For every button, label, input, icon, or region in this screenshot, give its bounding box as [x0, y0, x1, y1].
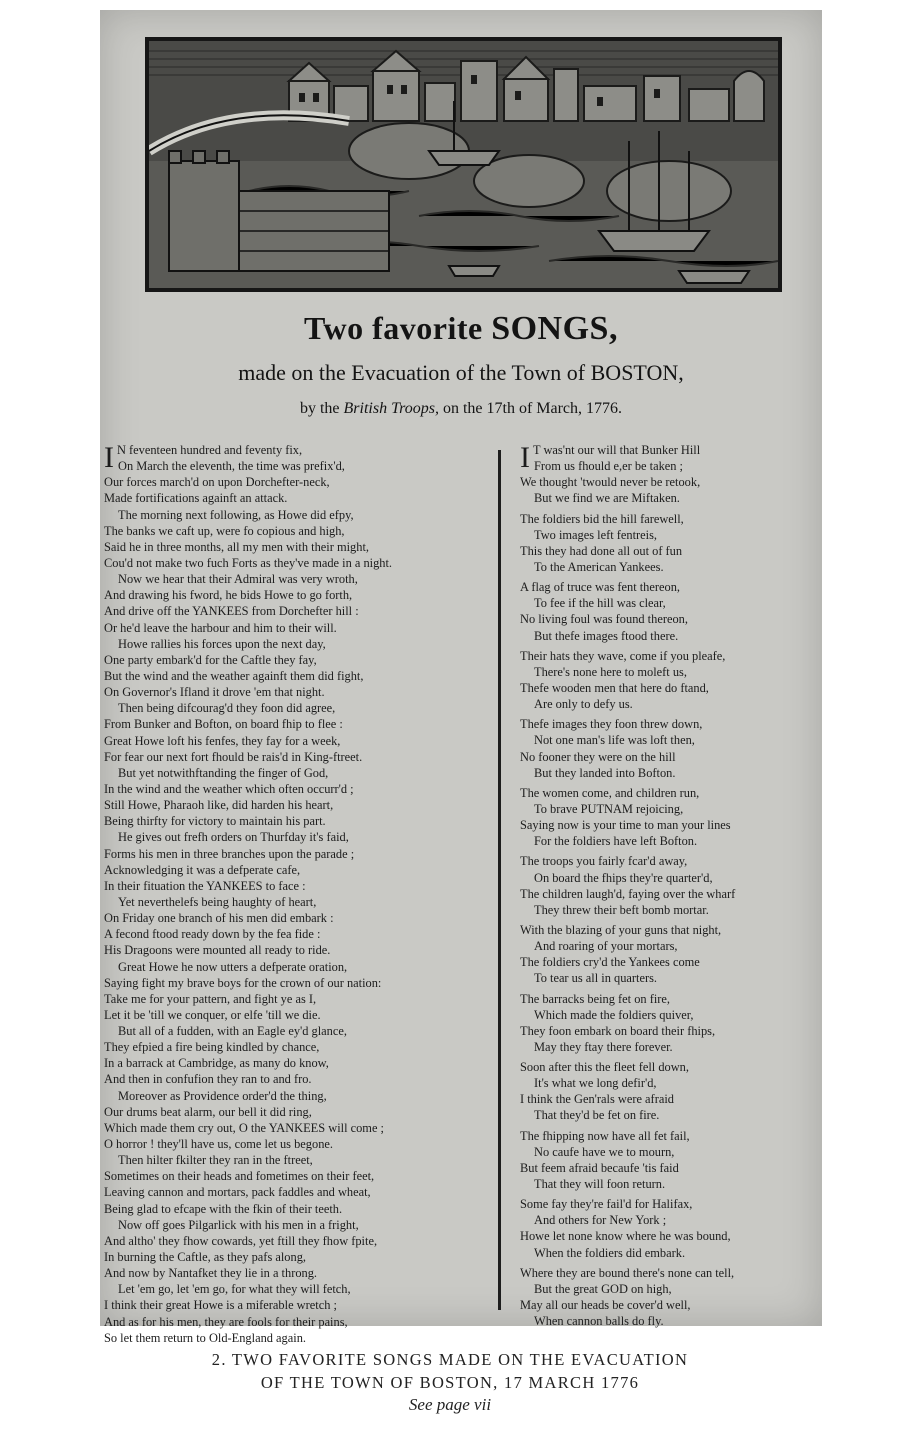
- song-one-line: Then hilter fkilter they ran in the ftreet,: [118, 1153, 313, 1168]
- date-part-b: British Troops,: [343, 400, 439, 417]
- song-two-line: But they landed into Bofton.: [534, 765, 676, 780]
- broadside-title: [100, 310, 822, 348]
- song-two-line: Thefe images they foon threw down,: [520, 717, 703, 732]
- song-one-line: Leaving cannon and mortars, pack faddles and wheat,: [104, 1185, 371, 1200]
- song-two-line: Two images left fentreis,: [534, 527, 657, 542]
- date-part-c: on the 17th of March, 1776.: [442, 400, 623, 417]
- song-one-line: On Friday one branch of his men did embark :: [104, 911, 334, 926]
- song-one-line: And now by Nantafket they lie in a throng.: [104, 1266, 318, 1281]
- song-two-line: Are only to defy us.: [534, 697, 633, 712]
- song-one-line: Or he'd leave the harbour and him to their will.: [104, 620, 337, 635]
- song-two-line: No caufe have we to mourn,: [534, 1144, 675, 1159]
- song-one-line: And as for his men, they are fools for their pains,: [104, 1314, 348, 1329]
- song-one-line: In the wind and the weather which often occurr'd ;: [104, 781, 354, 796]
- song-two-line: The foldiers cry'd the Yankees come: [520, 955, 700, 970]
- title-main: SONGS,: [491, 310, 618, 347]
- song-two-line: Soon after this the fleet fell down,: [520, 1060, 689, 1075]
- song-one-line: Being glad to efcape with the fkin of their teeth.: [104, 1201, 343, 1216]
- song-one-line: So let them return to Old-England again.: [104, 1330, 306, 1345]
- song-two-line: A flag of truce was fent thereon,: [520, 580, 680, 595]
- song-two-line: When cannon balls do fly.: [534, 1314, 664, 1329]
- song-two-line: And roaring of your mortars,: [534, 939, 678, 954]
- song-one-line: Great Howe loft his fenfes, they fay for a week,: [104, 733, 341, 748]
- broadside-subtitle: made on the Evacuation of the Town of BOSTON,: [238, 360, 684, 385]
- song-one-line: The banks we caft up, were fo copious and high,: [104, 523, 345, 538]
- song-one-line: Forms his men in three branches upon the parade ;: [104, 846, 355, 861]
- song-one-line: Made fortifications againft an attack.: [104, 491, 288, 506]
- song-two-line: The women come, and children run,: [520, 785, 700, 800]
- song-two-line: When the foldiers did embark.: [534, 1245, 686, 1260]
- caption-line-3: See page vii: [408, 1395, 492, 1414]
- song-two-line: They foon embark on board their fhips,: [520, 1023, 716, 1038]
- song-one-line: Moreover as Providence order'd the thing,: [118, 1088, 327, 1103]
- song-one-line: His Dragoons were mounted all ready to ride.: [104, 943, 331, 958]
- song-two-line: To tear us all in quarters.: [534, 971, 657, 986]
- song-two-line: But thefe images ftood there.: [534, 628, 679, 643]
- song-one-line: N feventeen hundred and feventy fix,: [117, 443, 303, 457]
- song-one-line: Then being difcourag'd they foon did agree,: [118, 701, 336, 716]
- song-one-line: Cou'd not make two fuch Forts as they've made in a night.: [104, 555, 393, 570]
- song-one-line: Saying fight my brave boys for the crown of our nation:: [104, 975, 382, 990]
- song-two-line: May they ftay there forever.: [534, 1039, 673, 1054]
- song-one-line: And drive off the YANKEES from Dorchefter hill :: [104, 604, 359, 619]
- song-two-line: Some fay they're fail'd for Halifax,: [520, 1197, 693, 1212]
- song-one-line: From Bunker and Bofton, on board fhip to flee :: [104, 717, 343, 732]
- broadside-sheet: [100, 10, 822, 1345]
- song-one-line: Sometimes on their heads and fometimes on their feet,: [104, 1169, 375, 1184]
- song-two-line: Thefe wooden men that here do ftand,: [520, 680, 709, 695]
- song-two-line: And others for New York ;: [534, 1213, 667, 1228]
- caption-line-2: OF THE TOWN OF BOSTON, 17 MARCH 1776: [260, 1373, 640, 1392]
- song-one-line: In a barrack at Cambridge, as many do know,: [104, 1056, 329, 1071]
- song-one-line: Our forces march'd on upon Dorchefter-neck,: [104, 475, 330, 490]
- song-one-line: In burning the Caftle, as they pafs along,: [104, 1250, 306, 1265]
- song-two-line: There's none here to moleft us,: [534, 664, 687, 679]
- song-one-line: Our drums beat alarm, our bell it did ring,: [104, 1104, 312, 1119]
- song-one-line: The morning next following, as Howe did efpy,: [118, 507, 354, 522]
- song-one-line: He gives out frefh orders on Thurfday it's faid,: [118, 830, 349, 845]
- song-one-line: Which made them cry out, O the YANKEES will come ;: [104, 1120, 384, 1135]
- figure-caption: [0, 1348, 900, 1416]
- song-one-line: Great Howe he now utters a defperate oration,: [118, 959, 348, 974]
- song-one-line: Still Howe, Pharaoh like, did harden his heart,: [104, 798, 334, 813]
- song-two-line: They threw their beft bomb mortar.: [534, 902, 709, 917]
- harbor-scene-icon: [149, 41, 778, 288]
- song-one-line: They efpied a fire being kindled by chance,: [104, 1040, 320, 1055]
- broadside-dateline: [100, 400, 822, 418]
- song-one-line: In their fituation the YANKEES to face :: [104, 878, 306, 893]
- song-one-column: [104, 442, 484, 1346]
- song-two-line: We thought 'twould never be retook,: [520, 475, 701, 490]
- song-two-line: The children laugh'd, faying over the wharf: [520, 886, 736, 901]
- song-two-line: Saying now is your time to man your lines: [520, 818, 731, 833]
- song-two-dropcap: I: [520, 441, 530, 474]
- song-one-line: And altho' they fhow cowards, yet ftill they fhow fpite,: [104, 1233, 378, 1248]
- song-one-line: Yet neverthelefs being haughty of heart,: [118, 894, 317, 909]
- song-two-line: I think the Gen'rals were afraid: [520, 1092, 674, 1107]
- song-two-line: This they had done all out of fun: [520, 543, 683, 558]
- song-two-line: T was'nt our will that Bunker Hill: [533, 443, 701, 457]
- song-two-line: On board the fhips they're quarter'd,: [534, 870, 713, 885]
- song-two-line: Their hats they wave, come if you pleafe,: [520, 648, 726, 663]
- song-two-line: May all our heads be cover'd well,: [520, 1298, 691, 1313]
- song-one-line: Let 'em go, let 'em go, for what they will fetch,: [118, 1282, 351, 1297]
- song-two-line: For the foldiers have left Bofton.: [534, 834, 698, 849]
- song-two-line: To brave PUTNAM rejoicing,: [534, 801, 684, 816]
- song-two-line: But the great GOD on high,: [534, 1281, 672, 1296]
- song-two-line: To the American Yankees.: [534, 559, 664, 574]
- date-part-a: by the: [299, 400, 340, 417]
- song-one-line: Howe rallies his forces upon the next day,: [118, 636, 326, 651]
- song-one-line: A fecond ftood ready down by the fea fide :: [104, 927, 321, 942]
- song-one-line: Said he in three months, all my men with their might,: [104, 539, 369, 554]
- song-one-line: And then in confufion they ran to and fro.: [104, 1072, 312, 1087]
- song-one-line: And drawing his fword, he bids Howe to go forth,: [104, 588, 353, 603]
- song-two-line: Which made the foldiers quiver,: [534, 1007, 694, 1022]
- woodcut-illustration: [145, 37, 782, 292]
- song-one-line: I think their great Howe is a miferable wretch ;: [104, 1298, 337, 1313]
- song-two-line: The fhipping now have all fet fail,: [520, 1128, 690, 1143]
- song-two-line: The foldiers bid the hill farewell,: [520, 511, 684, 526]
- song-one-line: But all of a fudden, with an Eagle ey'd glance,: [118, 1024, 347, 1039]
- song-two-line: Not one man's life was loft then,: [534, 733, 695, 748]
- song-two-line: To fee if the hill was clear,: [534, 596, 666, 611]
- song-one-line: But the wind and the weather againft them did fight,: [104, 668, 364, 683]
- song-one-line: Being thirfty for victory to maintain his part.: [104, 814, 326, 829]
- song-two-line: No living foul was found thereon,: [520, 612, 688, 627]
- song-one-line: O horror ! they'll have us, come let us begone.: [104, 1137, 333, 1152]
- song-two-column: [520, 442, 820, 1329]
- song-one-line: Now off goes Pilgarlick with his men in a fright,: [118, 1217, 359, 1232]
- song-two-line: But we find we are Miftaken.: [534, 491, 680, 506]
- song-two-line: That they will foon return.: [534, 1177, 666, 1192]
- song-one-dropcap: I: [104, 441, 114, 474]
- song-one-line: Acknowledging it was a defperate cafe,: [104, 862, 301, 877]
- song-one-line: Now we hear that their Admiral was very wroth,: [118, 572, 358, 587]
- column-divider: [498, 450, 501, 1310]
- song-two-line: No fooner they were on the hill: [520, 749, 676, 764]
- song-two-line: The troops you fairly fcar'd away,: [520, 854, 688, 869]
- song-one-line: Let it be 'till we conquer, or elfe 'till we die.: [104, 1007, 321, 1022]
- song-two-line: The barracks being fet on fire,: [520, 991, 670, 1006]
- song-two-line: From us fhould e,er be taken ;: [534, 459, 683, 474]
- song-one-line: For fear our next fort fhould be rais'd in King-ftreet.: [104, 749, 363, 764]
- song-one-line: On March the eleventh, the time was prefix'd,: [118, 459, 345, 474]
- song-two-line: That they'd be fet on fire.: [534, 1108, 660, 1123]
- caption-line-1: 2. TWO FAVORITE SONGS MADE ON THE EVACUATION: [211, 1350, 689, 1369]
- song-two-line: With the blazing of your guns that night,: [520, 922, 722, 937]
- song-two-line: It's what we long defir'd,: [534, 1076, 657, 1091]
- title-pre: Two favorite: [304, 310, 483, 346]
- song-two-line: But feem afraid becaufe 'tis faid: [520, 1160, 679, 1175]
- song-one-line: On Governor's Ifland it drove 'em that night.: [104, 685, 325, 700]
- song-one-line: One party embark'd for the Caftle they fay,: [104, 652, 317, 667]
- song-two-line: Where they are bound there's none can tell,: [520, 1265, 735, 1280]
- song-two-line: Howe let none know where he was bound,: [520, 1229, 731, 1244]
- song-one-line: Take me for your pattern, and fight ye as I,: [104, 991, 317, 1006]
- song-one-line: But yet notwithftanding the finger of God,: [118, 765, 329, 780]
